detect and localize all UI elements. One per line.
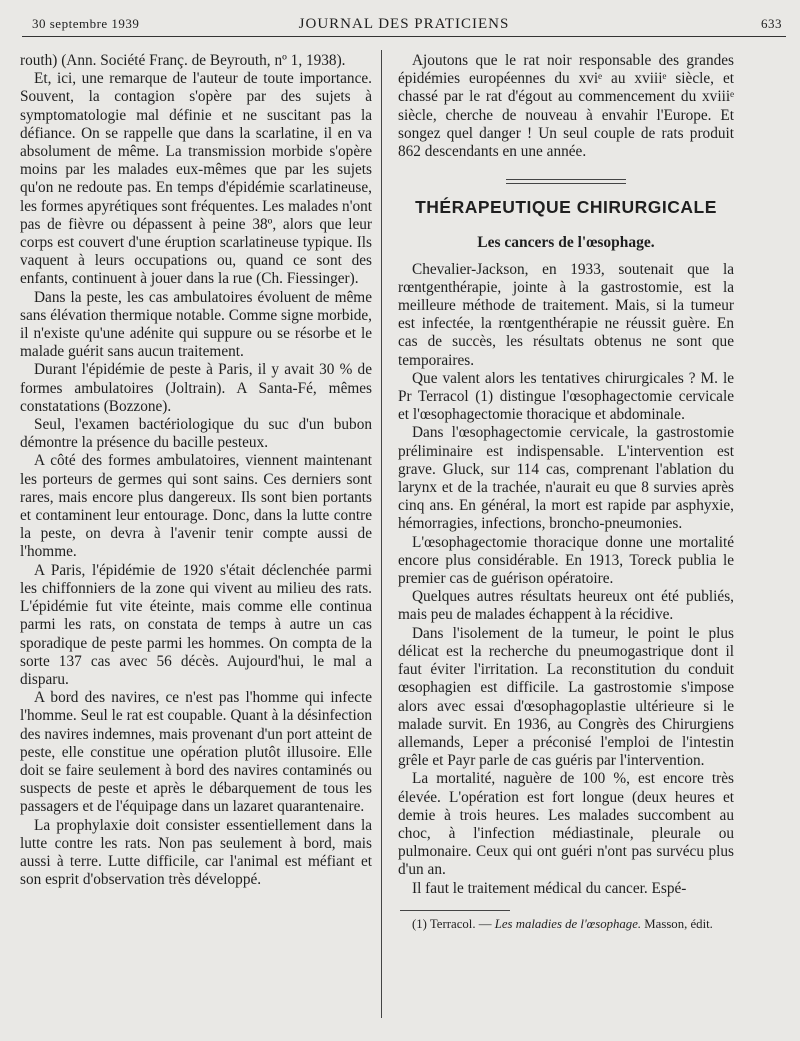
paragraph: La prophylaxie doit consister essentiellement dans la lutte contre les rats. Non pas seulement à bord, mais aussi à terre. Lutte difficile, car l'animal est méfiant et son esprit d'observation très développé. [20, 816, 372, 889]
footnote-suffix: Masson, édit. [641, 916, 713, 931]
header-date: 30 septembre 1939 [32, 16, 140, 31]
paragraph: Il faut le traitement médical du cancer. Espé- [412, 879, 687, 897]
paragraph: Seul, l'examen bactériologique du suc d'un bubon démontre la présence du bacille pesteux. [20, 416, 372, 452]
footnote-rule [400, 910, 510, 911]
paragraph: A Paris, l'épidémie de 1920 s'était déclenchée parmi les chiffonniers de la zone qui vivent au milieu des rats. L'épidémie fut vite éteinte, mais comme elle continua parmi les rats, on constata de temps à autre un cas sporadique de peste parmi les hommes. On compta de la sorte 137 cas avec 56 décès. Aujourd'hui, le mal a disparu. [20, 561, 372, 688]
paragraph: Dans la peste, les cas ambulatoires évoluent de même sans élévation thermique notable. Comme signe morbide, il n'existe qu'une adénite qui suppure ou se résorbe et le malade guérit sans aucun traitement. [20, 288, 372, 361]
paragraph: Dans l'œsophagectomie cervicale, la gastrostomie préliminaire est indispensable. L'intervention est grave. Gluck, sur 114 cas, comprenant l'ablation du larynx et de la trachée, n'aurait eu que 8 survies après cinq ans. En général, la mort est rapide par asphyxie, hémorragies, infections, broncho-pneumonies. [398, 424, 734, 533]
paragraph: La mortalité, naguère de 100 %, est encore très élevée. L'opération est fort longue (deux heures et demie à trois heures. Les malades succombent au choc, à l'infection médiastinale, pleurale ou pulmonaire. Ceux qui ont guéri n'ont pas survécu plus d'un an. [398, 770, 734, 879]
header-journal-title: JOURNAL DES PRATICIENS [298, 16, 510, 32]
paragraph: L'œsophagectomie thoracique donne une mortalité encore plus considérable. En 1913, Toreck publia le premier cas de guérison opératoire. [398, 533, 734, 588]
section-separator [506, 179, 626, 184]
footnote-prefix: (1) Terracol. — [412, 916, 495, 931]
paragraph: Durant l'épidémie de peste à Paris, il y avait 30 % de formes ambulatoires (Joltrain). A Santa-Fé, mêmes constatations (Bozzone). [20, 361, 372, 415]
paragraph: Dans l'isolement de la tumeur, le point le plus délicat est la recherche du pneumogastrique dont il faut éviter l'irritation. La reconstitution du conduit œsophagien est difficile. La gastrostomie s'impose alors avec essai d'œsophagoplastie ultérieure si le malade survit. En 1936, au Congrès des Chirurgiens allemands, Leper a préconisé l'emploi de l'intestin grêle et Payr parle de cas guéris par l'intervention. [398, 624, 734, 770]
paragraph: A côté des formes ambulatoires, viennent maintenant les porteurs de germes qui sont sains. Ces derniers sont rares, mais encore plus dangereux. Ils sont bien portants et contaminent leur entourage. Donc, dans la lutte contre la peste, on devra à l'avenir tenir compte aussi de l'homme. [20, 452, 372, 561]
paragraph: Et, ici, une remarque de l'auteur de toute importance. Souvent, la contagion s'opère par des sujets à symptomatologie mal définie et ne suscitant pas la défiance. On se rappelle que dans la scarlatine, il en va absolument de même. La transmission morbide s'opère moins par les malades eux-mêmes que par les sujets qu'on ne redoute pas. En temps d'épidémie scarlatineuse, les formes apyrétiques sont fréquentes. Les malades n'ont pas de fièvre ou dépassent à peine 38º, alors que leur corps est couvert d'une éruption scarlatineuse typique. Ils vaquent à leurs occupations ou, quand ce sont des enfants, continuent à jouer dans la rue (Ch. Fiessinger). [20, 70, 372, 288]
right-column [398, 52, 734, 932]
paragraph: Quelques autres résultats heureux ont été publiés, mais peu de malades échappent à la récidive. [398, 588, 734, 624]
footnote-title: Les maladies de l'œsophage. [494, 916, 642, 931]
paragraph: A bord des navires, ce n'est pas l'homme qui infecte l'homme. Seul le rat est coupable. Quant à la désinfection des navires indemnes, mais provenant d'un port atteint de peste, elle constitue une opération plutôt illusoire. Elle doit se faire seulement à bord des navires contaminés ou suspects de peste et après le débarquement de tous les passagers et de l'équipage dans un lazaret quarantenaire. [20, 689, 372, 816]
paragraph: Ajoutons que le rat noir responsable des grandes épidémies européennes du xviᵉ au xviiiᵉ siècle, et chassé par le rat d'égout au commencement du xviiiᵉ siècle, cherche de nouveau à envahir l'Europe. Et songez quel danger ! Un seul couple de rats produit 862 descendants en une année. [398, 52, 734, 161]
article-subtitle: Les cancers de l'œsophage. [477, 234, 655, 252]
paragraph: Que valent alors les tentatives chirurgicales ? M. le Pr Terracol (1) distingue l'œsophagectomie cervicale et l'œsophagectomie thoracique et abdominale. [398, 369, 734, 424]
column-divider [381, 50, 382, 1018]
left-column [20, 52, 372, 889]
header-page-number: 633 [761, 16, 782, 31]
running-header [22, 14, 786, 37]
paragraph: routh) (Ann. Société Franç. de Beyrouth, nº 1, 1938). [20, 52, 346, 69]
paragraph: Chevalier-Jackson, en 1933, soutenait que la rœntgenthérapie, jointe à la gastrostomie, est la meilleure méthode de traitement. Mais, si la tumeur est infectée, la rœntgenthérapie ne réussit guère. En cas de succès, les résultats obtenus ne sont que temporaires. [398, 260, 734, 369]
section-title: THÉRAPEUTIQUE CHIRURGICALE [415, 197, 717, 218]
footnote [398, 917, 734, 932]
